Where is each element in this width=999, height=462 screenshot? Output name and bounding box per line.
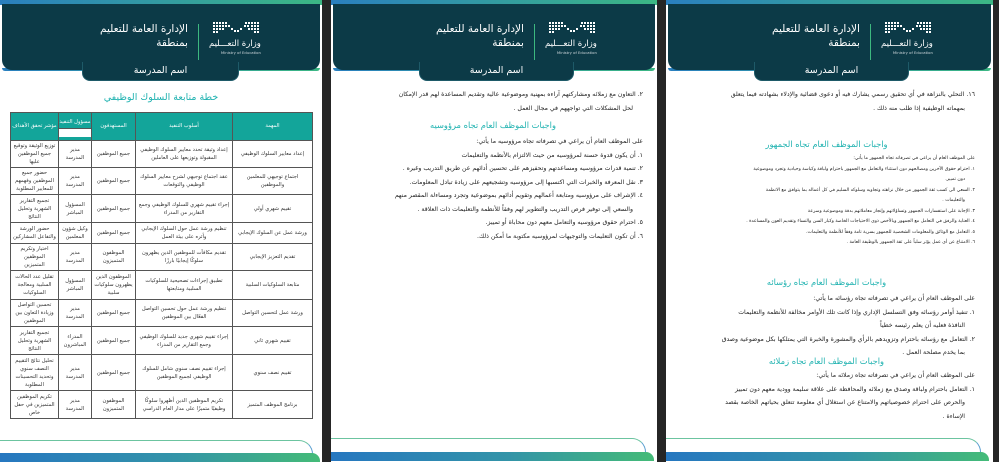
list-item: ٥. التعامل مع الوثائق والمعلومات الشخصية للجمهور بسرية تامة وفقاً للأنظمة والتعليمات. — [806, 229, 975, 235]
admin-title-line1: الإدارة العامة للتعليم — [436, 23, 524, 35]
admin-title — [100, 22, 188, 50]
cell-task: تقييم نصف سنوي — [233, 355, 313, 391]
footer-accent-line — [666, 438, 981, 452]
col-header-responsible-label: مسؤول التنفيذ — [59, 118, 91, 125]
ministry-dots-logo-icon — [885, 22, 933, 36]
cell-responsible: مدير المدرسة — [59, 300, 92, 327]
ministry-name-en: Ministry of Education — [220, 50, 261, 55]
list-item-continued: والتعليمات . — [942, 198, 965, 203]
admin-title-line2: بمنطقة — [156, 37, 188, 49]
cell-responsible: مدير المدرسة — [59, 355, 92, 391]
cell-responsible: وكيل شؤون المعلمين — [59, 223, 92, 244]
list-item-continued: بما يخدم مصلحة العمل . — [902, 349, 965, 356]
table-row — [11, 271, 313, 300]
cell-targets: الموظفون المتميزون — [92, 244, 136, 271]
header-blank-cell — [59, 128, 91, 137]
list-item-continued: لحل المشكلات التي تواجههم في مجال العمل . — [513, 104, 633, 112]
page-header — [333, 4, 655, 70]
ministry-logo — [209, 22, 261, 55]
cell-indicator: اختيار وتكريم الموظفين المتميزين — [11, 244, 59, 271]
document-page-2 — [331, 0, 657, 462]
cell-responsible: المسؤول المباشر — [59, 195, 92, 223]
col-header-responsible — [59, 113, 92, 141]
list-item: ١. أن يكون قدوة حسنة لمرؤوسيه من حيث الالتزام بالأنظمة والتعليمات — [461, 151, 643, 159]
cell-indicator: تحليل نتائج التقييم النصف سنوي وتحديد التحسينات المطلوبة — [11, 355, 59, 391]
section-title-colleagues: واجبات الموظف العام تجاه زملائه — [768, 356, 885, 366]
cell-task: إعداد معايير السلوك الوظيفي — [233, 141, 313, 168]
list-item: ١. احترام حقوق الآخرين ومصالحهم دون استثناء والتعامل مع الجمهور باحترام ولباقة وكياسة وحيادية وتجرد وموضوعية — [753, 166, 975, 172]
section-title-subordinates: واجبات الموظف العام تجاه مرؤوسيه — [430, 120, 556, 130]
cell-method: تنظيم ورشة عمل حول السلوك الإيجابي وأثره على بيئة العمل — [136, 223, 233, 244]
cell-method: تكريم الموظفين الذين أظهروا سلوكًا وظيفيًا متميزًا على مدار العام الدراسي — [136, 391, 233, 419]
admin-title-line2: بمنطقة — [828, 37, 860, 49]
behavior-plan-table — [10, 112, 313, 419]
cell-indicator: حضور الورشة والتفاعل المشاركين — [11, 223, 59, 244]
section-lead: على الموظف العام أن يراعي في تصرفاته تجاه زملائه ما يأتي: — [816, 372, 975, 379]
cell-indicator: حضور جميع الموظفين وفهمهم للمعايير المطلوبة — [11, 168, 59, 195]
superiors-duties-section — [678, 272, 975, 360]
ministry-name-en: Ministry of Education — [556, 50, 597, 55]
list-item: ١. تنفيذ أوامر رؤسائه وفق التسلسل الإداري وإذا كانت تلك الأوامر مخالفة للأنظمة والتعليمات — [738, 308, 975, 316]
school-name-tab: اسم المدرسة — [754, 62, 909, 81]
footer-gradient-bar — [666, 452, 989, 461]
logo-divider — [534, 24, 535, 60]
ministry-name-en: Ministry of Education — [892, 50, 933, 55]
list-item: ٥. احترام حقوق مرؤوسيه والتعامل معهم دون محاباة أو تمييز. — [485, 219, 643, 226]
intro-content — [678, 88, 975, 115]
school-name-tab: اسم المدرسة — [82, 62, 239, 81]
cell-method: إجراء تقييم شهري للسلوك الوظيفي وجمع التقارير من المدراء — [136, 195, 233, 223]
table-row — [11, 195, 313, 223]
page-separator — [657, 0, 666, 462]
list-item: ٢. التعامل مع رؤسائه باحترام وتزويدهم بالرأي والمشورة والخبرة التي يمتلكها بكل موضوعية وصدق — [721, 335, 975, 343]
admin-title — [436, 22, 524, 50]
cell-responsible: مدير المدرسة — [59, 141, 92, 168]
cell-targets: جميع الموظفين — [92, 300, 136, 327]
list-item-continued: بمهماته الوظيفية إذا طلب منه ذلك . — [873, 104, 965, 112]
ministry-dots-logo-icon — [213, 22, 261, 36]
subordinates-content — [343, 88, 643, 243]
cell-method: عقد اجتماع توجيهي لشرح معايير السلوك الوظيفي والتوقعات — [136, 168, 233, 195]
school-name-tab: اسم المدرسة — [419, 62, 574, 81]
cell-task: اجتماع توجيهي للمعلمين والموظفين — [233, 168, 313, 195]
cell-responsible: مدير المدرسة — [59, 391, 92, 419]
list-item: ١٦. التحلي بالنزاهة في أي تحقيق رسمي يشارك فيه أو دعوى قضائية والإدلاء بشهادته فيما يتعلق — [730, 91, 975, 98]
cell-method: إجراء تقييم نصف سنوي شامل للسلوك الوظيفي لجميع الموظفين — [136, 355, 233, 391]
header-logo-block — [100, 22, 261, 60]
cell-indicator: تقليل عدد الحالات السلبية ومعالجة السلوكيات — [11, 271, 59, 300]
list-item-continued: الإساءة . — [942, 412, 965, 420]
col-header-indicator: مؤشر تحقق الأهداف — [11, 113, 59, 141]
ministry-logo — [545, 22, 597, 55]
page-header — [668, 4, 991, 70]
table-row — [11, 355, 313, 391]
admin-title-line1: الإدارة العامة للتعليم — [100, 23, 188, 35]
cell-method: إعداد وثيقة تحدد معايير السلوك الوظيفي المقبولة وتوزيعها على العاملين — [136, 141, 233, 168]
list-item: ٢. تنمية قدرات مرؤوسيه ومساعدتهم وتحفيزهم على تحسين أدائهم عن طريق التدريب وغيره . — [402, 165, 643, 172]
ministry-dots-logo-icon — [549, 22, 597, 36]
cell-indicator: تحسين التواصل وزيادة التعاون بين الموظفين — [11, 300, 59, 327]
list-item-continued: دون تمييز. — [945, 177, 965, 182]
section-lead: على الموظف العام أن يراعي في تصرفاته تجاه مرؤوسيه ما يأتي: — [476, 138, 643, 145]
cell-targets: جميع الموظفين — [92, 141, 136, 168]
footer-accent-line — [331, 438, 646, 452]
cell-method: تطبيق إجراءات تصحيحية للسلوكيات السلبية ومتابعتها — [136, 271, 233, 300]
cell-method: إجراء تقييم شهري جديد للسلوك الوظيفي وجمع التقارير من المدراء — [136, 327, 233, 355]
col-header-task: المهمة — [233, 113, 313, 141]
cell-targets: جميع الموظفين — [92, 223, 136, 244]
document-page-3 — [666, 0, 993, 462]
list-item-continued: والسعي إلى توفير فرص التدريب والتطوير لهم وفقاً للأنظمة والتعليمات ذات العلاقة . — [417, 205, 633, 213]
logo-divider — [870, 24, 871, 60]
cell-indicator: توزيع الوثيقة وتوقيع جميع الموظفين عليها — [11, 141, 59, 168]
page-header — [2, 4, 320, 70]
ministry-name-ar: وزارة التعـــليم — [880, 39, 933, 49]
cell-responsible: مدير المدرسة — [59, 168, 92, 195]
admin-title-line2: بمنطقة — [492, 37, 524, 49]
cell-targets: جميع الموظفين — [92, 327, 136, 355]
list-item: ٣. نقل المعرفة والخبرات التي اكتسبها إلى مرؤوسيه وتشجيعهم على زيادة تبادل المعلومات. — [409, 178, 643, 186]
page-separator — [322, 0, 331, 462]
cell-task: تقديم التعزيز الإيجابي — [233, 244, 313, 271]
section-title-public: واجبات الموظف العام تجاه الجمهور — [765, 139, 888, 149]
cell-responsible: المدراء المباشرون — [59, 327, 92, 355]
col-header-targets: المستهدفون — [92, 113, 136, 141]
table-row — [11, 141, 313, 168]
public-duties-section — [678, 134, 975, 249]
cell-indicator: تجميع التقارير الشهرية وتحليل النتائج — [11, 195, 59, 223]
list-item-continued: والحرص على احترام خصوصياتهم والامتناع عن استغلال أي معلومة تتعلق بحياتهم الخاصة بقصد — [725, 399, 965, 406]
ministry-name-ar: وزارة التعـــليم — [544, 39, 597, 49]
list-item: ٤. الإشراف على مرؤوسيه ومتابعة أعمالهم وتقويم أدائهم بموضوعية وتجرد ومساءلة المقصر منهم — [394, 192, 643, 199]
table-row — [11, 300, 313, 327]
cell-responsible: المسؤول المباشر — [59, 271, 92, 300]
list-item: ١. التعامل باحترام ولباقة وصدق مع زملائه والمحافظة على علاقة سليمة وودية معهم دون تمييز — [735, 385, 975, 393]
cell-method: تنظيم ورشة عمل حول تحسين التواصل الفعّال بين الموظفين — [136, 300, 233, 327]
ministry-name-ar: وزارة التعـــليم — [208, 39, 261, 49]
cell-responsible: مدير المدرسة — [59, 244, 92, 271]
section-title-superiors: واجبات الموظف العام تجاه رؤسائه — [766, 277, 887, 287]
section-lead: على الموظف العام أن يراعي في تصرفاته تجاه الجمهور ما يأتي: — [853, 156, 975, 161]
admin-title-line1: الإدارة العامة للتعليم — [772, 23, 860, 35]
table-header-row — [11, 113, 313, 141]
list-item-continued: النافذة فعليه أن يعلم رئيسه خطياً — [879, 322, 965, 329]
table-row — [11, 391, 313, 419]
cell-targets: الموظفون المتميزون — [92, 391, 136, 419]
cell-task: ورشة عمل عن السلوك الإيجابي — [233, 223, 313, 244]
plan-title: خطة متابعة السلوك الوظيفي — [103, 92, 219, 103]
col-header-method: أسلوب التنفيذ — [136, 113, 233, 141]
list-item: ٢. التعاون مع زملائه ومشاركتهم آراءه بمهنية وموضوعية عالية وتقديم المساعدة لهم قدر الإمكان — [398, 91, 643, 98]
section-lead: على الموظف العام أن يراعي في تصرفاته تجاه رؤسائه ما يأتي: — [813, 295, 975, 302]
list-item: ٦. أن تكون التعليمات والتوجيهات لمرؤوسيه مكتوبة ما أمكن ذلك. — [477, 232, 643, 240]
footer-gradient-bar — [331, 452, 654, 461]
document-page-1 — [0, 0, 322, 462]
cell-targets: جميع الموظفين — [92, 195, 136, 223]
cell-task: تقييم شهري ثاني — [233, 327, 313, 355]
cell-indicator: تجميع التقارير الشهرية وتحليل النتائج — [11, 327, 59, 355]
cell-targets: جميع الموظفين — [92, 168, 136, 195]
table-row — [11, 223, 313, 244]
table-row — [11, 327, 313, 355]
colleagues-duties-section — [678, 353, 975, 423]
header-logo-block — [772, 22, 933, 60]
list-item: ٢. السعي الى كسب ثقة الجمهور من خلال نزاهته وتجاوبه وسلوكه السليم في كل أعماله بما يتوافق مع الانظمة — [765, 187, 975, 193]
cell-task: ورشة عمل لتحسين التواصل — [233, 300, 313, 327]
footer-gradient-bar — [0, 453, 320, 462]
list-item: ٦. الامتناع عن أي عمل يؤثر سلباً على ثقة الجمهور بالوظيفة العامة . — [846, 240, 975, 245]
list-item: ٤. العناية والرفق في التعامل مع الجمهور وبالأخص ذوي الاحتياجات الخاصة وكبار السن والنساء وتقديم العون والمساعدة . — [746, 219, 975, 224]
table-row — [11, 244, 313, 271]
header-logo-block — [436, 22, 597, 60]
page-separator — [993, 0, 999, 462]
cell-indicator: تكريم الموظفين المتميزين في حفل خاص — [11, 391, 59, 419]
cell-targets: الموظفون الذين يظهرون سلوكيات سلبية — [92, 271, 136, 300]
cell-task: متابعة السلوكيات السلبية — [233, 271, 313, 300]
cell-task: تقييم شهري أولي — [233, 195, 313, 223]
logo-divider — [198, 24, 199, 60]
table-row — [11, 168, 313, 195]
cell-targets: جميع الموظفين — [92, 355, 136, 391]
admin-title — [772, 22, 860, 50]
cell-task: برنامج الموظف المتميز — [233, 391, 313, 419]
ministry-logo — [881, 22, 933, 55]
list-item: ٣. الإجابة على استفسارات الجمهور وتساؤلاتهم وإنجاز معاملاتهم بدقة وموضوعية وسرعة — [807, 208, 975, 214]
cell-method: تقديم مكافآت للموظفين الذين يظهرون سلوكًا إيجابيًا بارزًا — [136, 244, 233, 271]
footer-accent-line — [0, 440, 313, 454]
